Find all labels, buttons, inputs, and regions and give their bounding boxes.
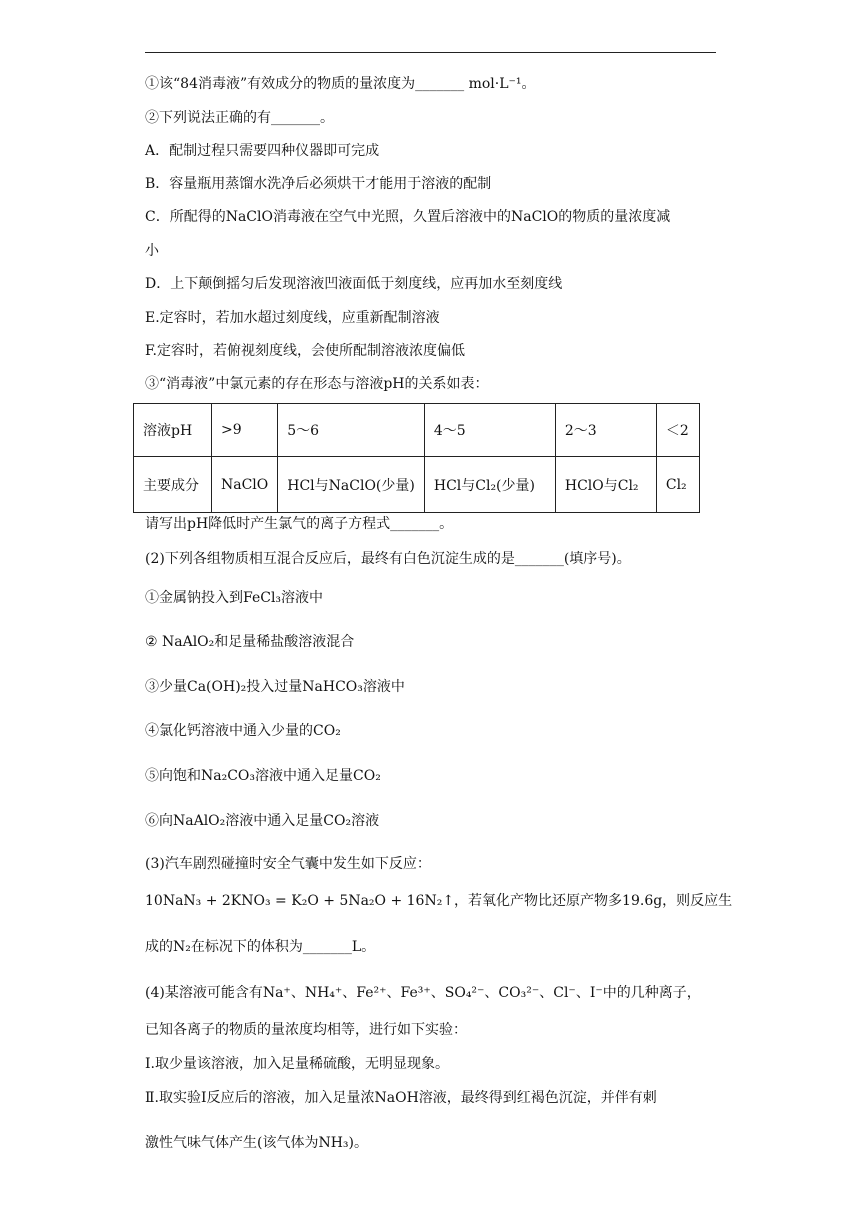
text-line-q1: ①该“84消毒液”有效成分的物质的量浓度为_______ mol·L⁻¹。 [145,76,536,92]
text-line-exp1: Ⅰ.取少量该溶液，加入足量稀硫酸，无明显现象。 [145,1056,449,1072]
text-line-i5: ⑤向饱和Na₂CO₃溶液中通入足量CO₂ [145,768,381,784]
text-line-optE: E.定容时，若加水超过刻度线，应重新配制溶液 [145,310,440,326]
ph-species-table [133,403,700,513]
text-line-optD: D．上下颠倒摇匀后发现溶液凹液面低于刻度线，应再加水至刻度线 [145,276,563,292]
text-line-exp3: 激性气味气体产生(该气体为NH₃)。 [145,1135,368,1151]
text-line-q3: ③“消毒液”中氯元素的存在形态与溶液pH的关系如表： [145,376,489,392]
table-cell: 溶液pH [134,404,212,457]
text-line-i3: ③少量Ca(OH)₂投入过量NaHCO₃溶液中 [145,679,405,695]
text-line-optC2: 小 [145,243,159,259]
text-line-i2: ② NaAlO₂和足量稀盐酸溶液混合 [145,634,355,650]
table-cell: Cl₂ [656,457,699,513]
text-line-q4b: 已知各离子的物质的量浓度均相等，进行如下实验： [145,1022,467,1038]
table-cell: HClO与Cl₂ [555,457,656,513]
table-cell: ＜2 [656,404,699,457]
text-line-i1: ①金属钠投入到FeCl₃溶液中 [145,590,324,606]
table-row [134,457,700,513]
text-line-q3b: 请写出pH降低时产生氯气的离子方程式_______。 [145,516,454,532]
table-cell: HCl与Cl₂(少量) [424,457,555,513]
text-line-optC1: C．所配得的NaClO消毒液在空气中光照，久置后溶液中的NaClO的物质的量浓度减 [145,209,671,225]
table-cell: 5～6 [278,404,425,457]
table-cell: 2～3 [555,404,656,457]
table-cell: >9 [212,404,278,457]
table-cell: 4～5 [424,404,555,457]
text-line-optB: B．容量瓶用蒸馏水洗净后必须烘干才能用于溶液的配制 [145,176,492,192]
table-cell: 主要成分 [134,457,212,513]
text-line-q2main: (2)下列各组物质相互混合反应后，最终有白色沉淀生成的是_______(填序号)。 [145,551,631,567]
text-line-optA: A．配制过程只需要四种仪器即可完成 [145,143,380,159]
text-line-exp2: Ⅱ.取实验Ⅰ反应后的溶液，加入足量浓NaOH溶液，最终得到红褐色沉淀，并伴有刺 [145,1090,657,1106]
table-row [134,404,700,457]
header-rule [145,52,716,53]
text-line-q4: (4)某溶液可能含有Na⁺、NH₄⁺、Fe²⁺、Fe³⁺、SO₄²⁻、CO₃²⁻、Cl⁻、I⁻中的几种离子， [145,985,701,1001]
text-line-eq: 10NaN₃ + 2KNO₃ = K₂O + 5Na₂O + 16N₂↑，若氧化产物比还原产物多19.6g，则反应生 [145,893,733,909]
text-line-q3main: (3)汽车剧烈碰撞时安全气囊中发生如下反应： [145,856,431,872]
text-line-i4: ④氯化钙溶液中通入少量的CO₂ [145,723,341,739]
text-line-eq2: 成的N₂在标况下的体积为_______L。 [145,939,376,955]
table-cell: NaClO [212,457,278,513]
text-line-i6: ⑥向NaAlO₂溶液中通入足量CO₂溶液 [145,813,380,829]
text-line-q2: ②下列说法正确的有_______。 [145,110,334,126]
text-line-optF: F.定容时，若俯视刻度线，会使所配制溶液浓度偏低 [145,343,465,359]
table-cell: HCl与NaClO(少量) [278,457,425,513]
